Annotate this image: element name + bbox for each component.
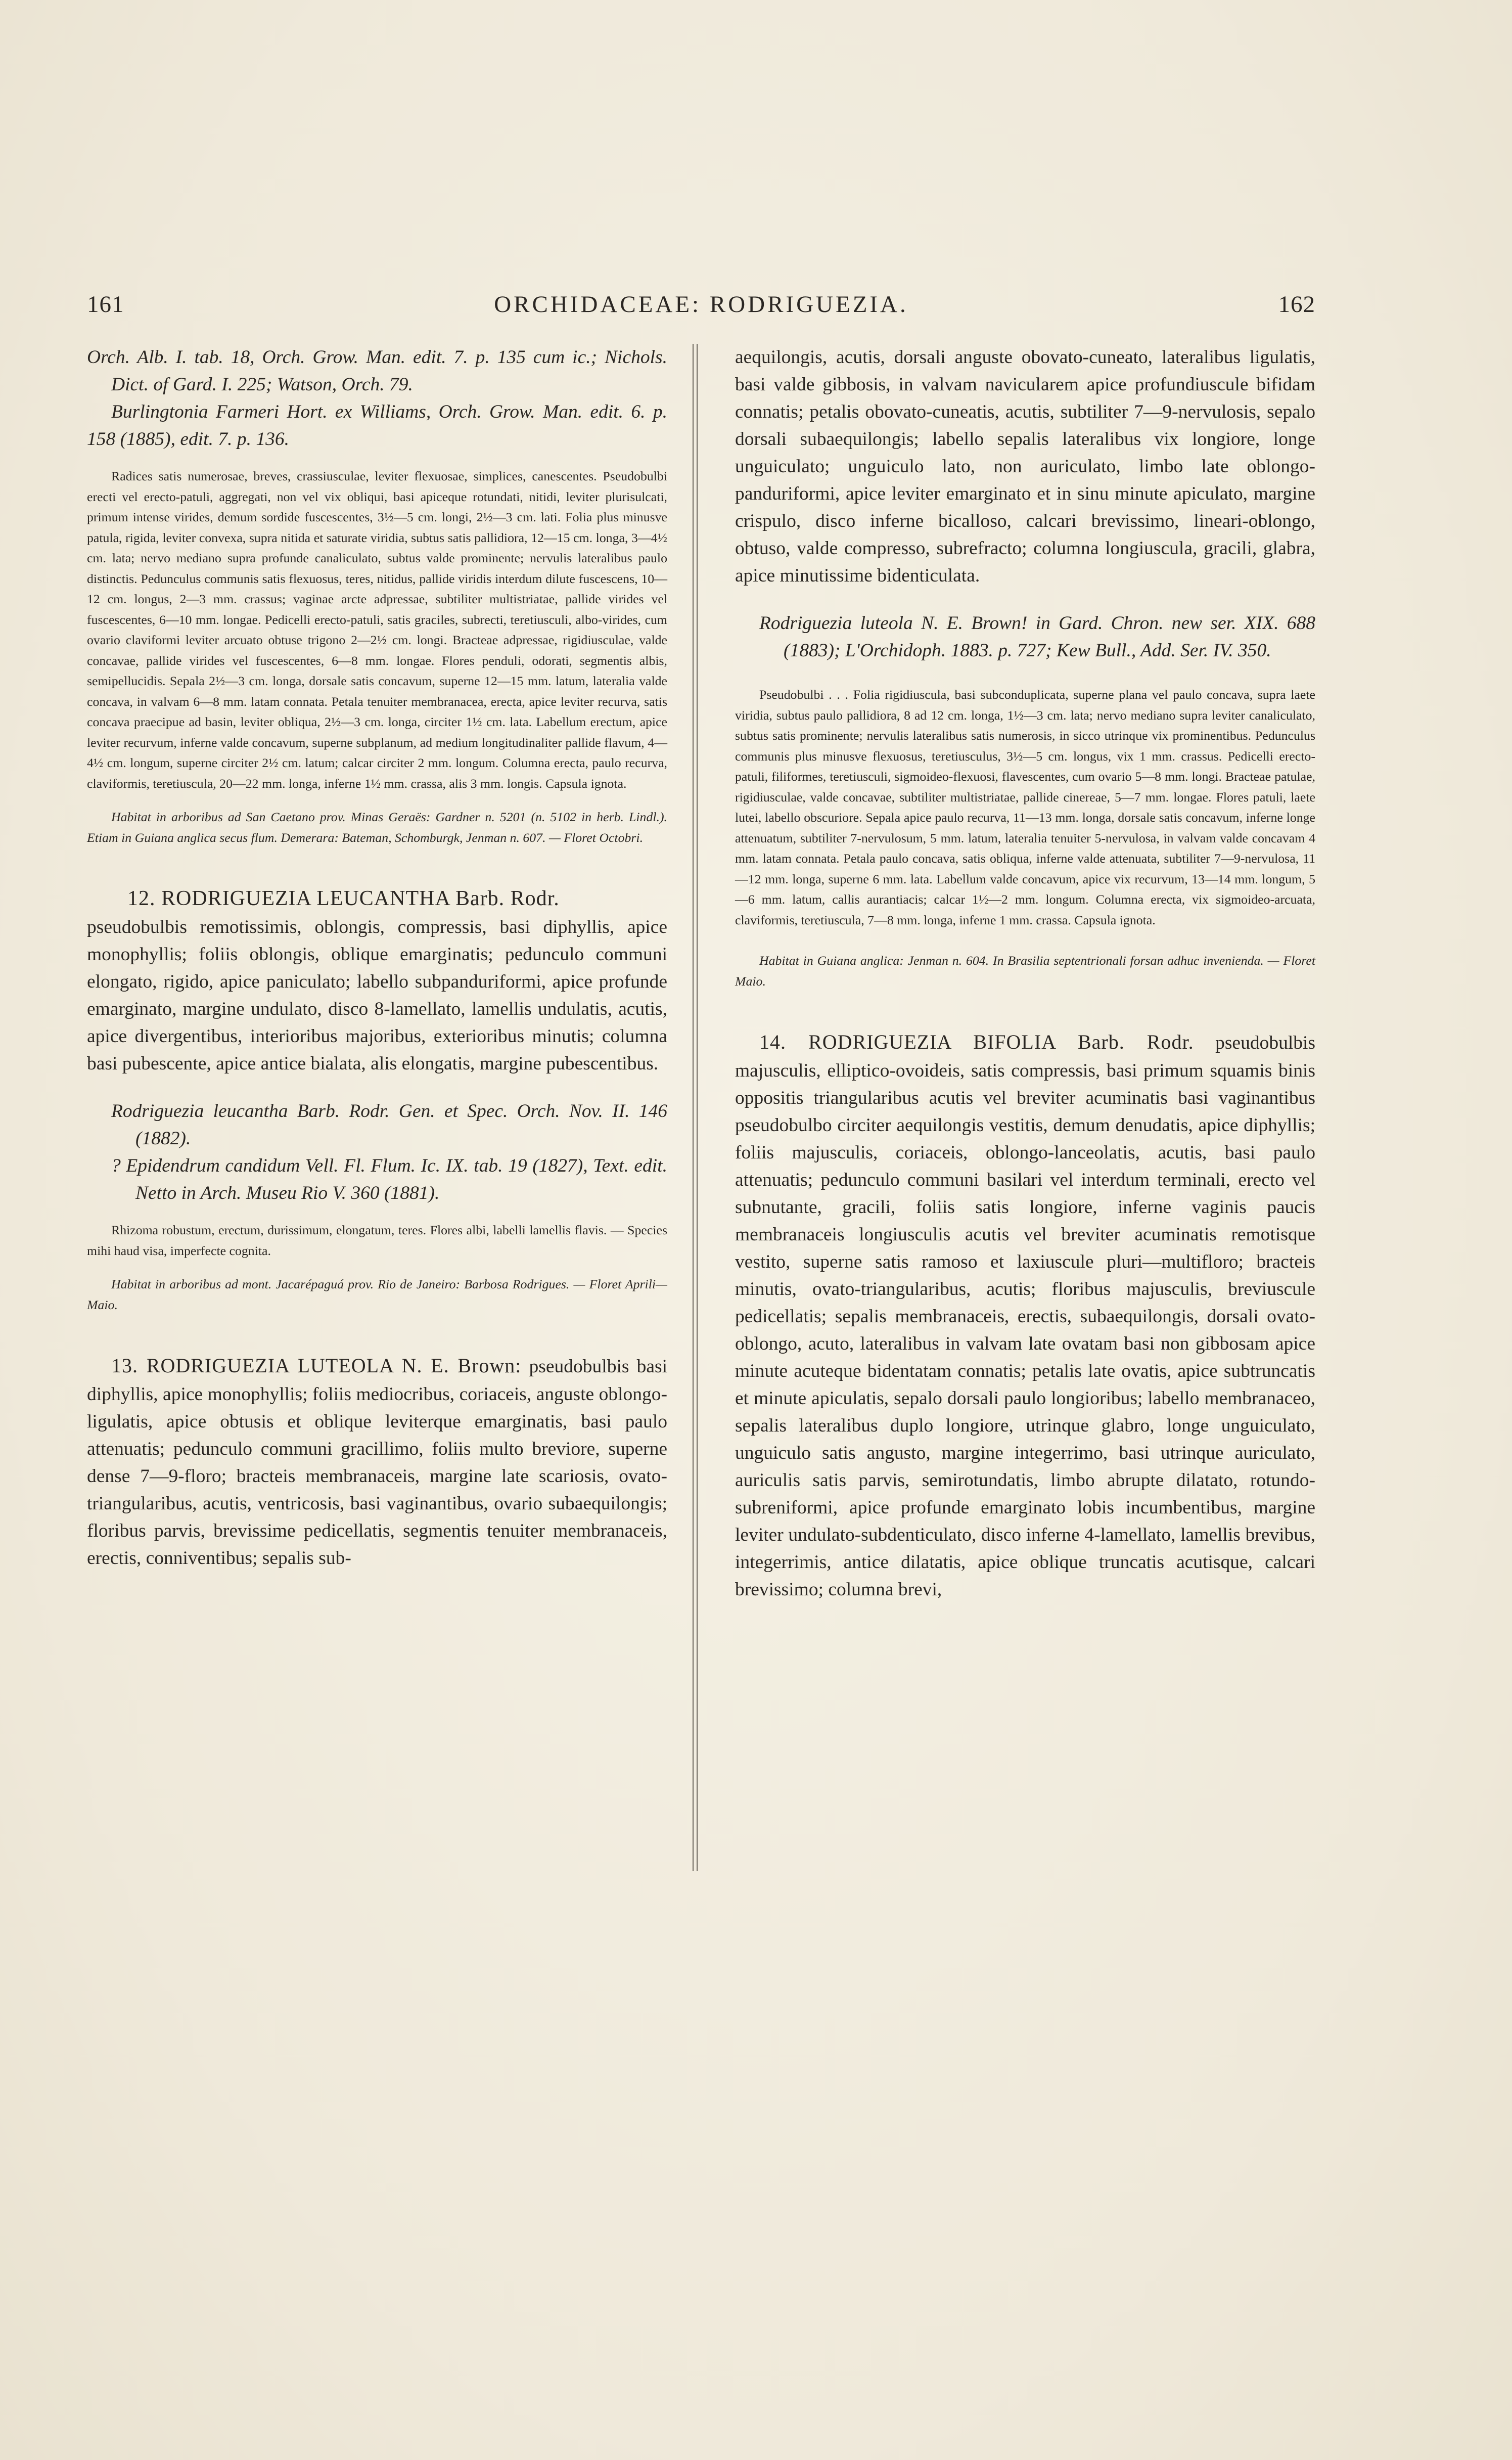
column-rule — [693, 344, 694, 1871]
running-title: ORCHIDACEAE: RODRIGUEZIA. — [494, 291, 908, 318]
page-number-left: 161 — [87, 291, 124, 318]
reference: ? Epidendrum candidum Vell. Fl. Flum. Ic. IX. tab. 19 (1827), Text. edit. Netto in Arch. Museu Rio V. 360 (1881). — [111, 1155, 667, 1203]
species-diagnosis — [735, 1027, 1315, 1603]
species-diagnosis — [87, 1351, 667, 1572]
page-number-right: 162 — [1278, 291, 1315, 318]
habitat-paragraph: Habitat in Guiana anglica: Jenman n. 604. In Brasilia septentrionali forsan adhuc invenienda. — Floret Maio. — [735, 953, 1315, 989]
species-diagnosis: pseudobulbis remotissimis, oblongis, compressis, basi diphyllis, apice monophyllis; foliis oblongis, oblique emarginatis; pedunculo communi elongato, rigido, apice paniculato; labello subpanduriformi, apice profunde emarginato, margine undulato, disco 8-lamellato, lamellis undulatis, acutis, apice divergentibus, interioribus majoribus, exterioribus minutis; columna basi pubescente, apice antice bialata, alis elongatis, margine pubescentibus. — [87, 917, 667, 1074]
description-paragraph: Radices satis numerosae, breves, crassiusculae, leviter flexuosae, simplices, canescentes. Pseudobulbi erecti vel erecto-patuli, aggregati, non vel vix obliqui, basi apiceque rotundati, nitidi, leviter plurisulcati, primum intense virides, demum sordide fuscescentes, 3½—5 cm. longi, 2½—3 cm. lati. Folia plus minusve patula, rigida, leviter convexa, supra nitida et saturate viridia, subtus satis pallidiora, 12—15 cm. longa, 3—4½ cm. lata; nervo mediano supra profunde canaliculato, subtus valde prominente; nervulis lateralibus paulo distinctis. Pedunculus communis satis flexuosus, teres, nitidus, pallide viridis interdum dilute fuscescens, 10—12 cm. longus, 2—3 mm. crassus; vaginae arcte adpressae, subtiliter multistriatae, pallide virides vel fuscescentes, 6—10 mm. longae. Pedicelli erecto-patuli, satis graciles, subrecti, teretiusculi, albo-virides, cum ovario claviformi leviter arcuato obtuse trigono 2—2½ cm. longi. Bracteae adpressae, rigidiusculae, valde concavae, pallide virides vel fuscescentes, 6—8 mm. longae. Flores penduli, odorati, segmentis albis, semipellucidis. Sepala 2½—3 cm. longa, dorsale satis concavum, superne 12—15 mm. latum, lateralia valde concava, in valvam 6—8 mm. latam connata. Petala tenuiter membranacea, erecta, apice leviter recurva, satis concava praecipue ad basin, leviter obliqua, 2½—3 cm. longa, circiter 1½ cm. lata. Labellum erectum, apice leviter recurvum, inferne valde concavum, superne subplanum, ad medium longitudinaliter pallide flavum, 4—4½ cm. longum, superne circiter 2½ cm. latum; calcar circiter 2 mm. longum. Columna erecta, paulo recurva, claviformis, teretiuscula, 20—22 mm. longa, inferne 1½ mm. crassa, alis 3 mm. longis. Capsula ignota. — [87, 469, 667, 791]
reference: Rodriguezia leucantha Barb. Rodr. Gen. et Spec. Orch. Nov. II. 146 (1882). — [111, 1101, 667, 1149]
habitat-paragraph: Habitat in arboribus ad San Caetano prov. Minas Geraës: Gardner n. 5201 (n. 5102 in herb. Lindl.). Etiam in Guiana anglica secus flum. Demerara: Bateman, Schomburgk, Jenman n. 607. — Floret Octobri. — [87, 810, 667, 845]
species-heading: 13. RODRIGUEZIA LUTEOLA N. E. Brown: — [111, 1354, 522, 1377]
species-heading: 14. RODRIGUEZIA BIFOLIA Barb. Rodr. — [759, 1031, 1194, 1053]
species-diagnosis-text: pseudobulbis basi diphyllis, apice monophyllis; foliis mediocribus, coriaceis, anguste oblongo-ligulatis, apice obtusis et oblique leviterque emarginatis, basi paulo attenuatis; pedunculo communi gracillimo, foliis multo breviore, superne dense 7—9-floro; bracteis membranaceis, margine late scariosis, ovato-triangularibus, acutis, ventricosis, basi vaginantibus, ovario subaequilongis; floribus parvis, brevissime pedicellatis, segmentis tenuiter membranaceis, erectis, conniventibus; sepalis sub- — [87, 1356, 668, 1569]
description-paragraph: Rhizoma robustum, erectum, durissimum, elongatum, teres. Flores albi, labelli lamellis flavis. — Species mihi haud visa, imperfecte cognita. — [87, 1223, 667, 1258]
right-column — [735, 344, 1315, 1603]
column-rule-double — [697, 344, 698, 1871]
species-diagnosis-continued: aequilongis, acutis, dorsali anguste obovato-cuneato, lateralibus ligulatis, basi valde gibbosis, in valvam navicularem apice profundiuscule bifidam connatis; petalis obovato-cuneatis, acutis, subtiliter 7—9-nervulosis, sepalo dorsali subaequilongis; labello sepalis lateralibus vix longiore, longe unguiculato; unguiculo lato, non auriculato, limbo late oblongo-panduriformi, apice leviter emarginato et in sinu minute apiculato, margine crispulo, disco inferne bicalloso, calcari brevissimo, lineari-oblongo, obtuso, valde compresso, subrefracto; columna longiuscula, gracili, glabra, apice minutissime bidenticulata. — [735, 347, 1315, 586]
reference: Burlingtonia Farmeri Hort. ex Williams, Orch. Grow. Man. edit. 6. p. 158 (1885), edit. 7. p. 136. — [87, 401, 667, 450]
reference: Orch. Alb. I. tab. 18, Orch. Grow. Man. edit. 7. p. 135 cum ic.; Nichols. Dict. of Gard. I. 225; Watson, Orch. 79. — [87, 347, 667, 395]
left-column — [87, 344, 667, 1572]
species-heading: 12. RODRIGUEZIA LEUCANTHA Barb. Rodr. — [127, 887, 560, 910]
reference: Rodriguezia luteola N. E. Brown! in Gard. Chron. new ser. XIX. 688 (1883); L'Orchidoph. 1883. p. 727; Kew Bull., Add. Ser. IV. 350. — [759, 613, 1315, 661]
running-head — [87, 291, 1315, 326]
species-diagnosis-text: pseudobulbis majusculis, elliptico-ovoideis, satis compressis, basi primum squamis binis oppositis triangularibus acutis vel breviter acuminatis basi vaginantibus pseudobulbo circiter aequilongis vestitis, demum denudatis, apice diphyllis; foliis majusculis, coriaceis, oblongo-lanceolatis, acutis, basi paulo attenuatis; pedunculo communi basilari vel interdum terminali, erecto vel subnutante, gracili, foliis satis longiore, inferne vaginis paucis membranaceis longiusculis acutis vel breviter acuminatis remotisque vestito, superne satis ramoso et laxiuscule pluri—multifloro; bracteis minutis, ovato-triangularibus, acutis; floribus majusculis, breviuscule pedicellatis; sepalis membranaceis, erectis, subaequilongis, dorsali ovato-oblongo, acuto, lateralibus in valvam late ovatam basi non gibbosam apice minute acuteque bidentatam connatis; petalis late ovatis, apice subtruncatis et minute apiculatis, sepalo dorsali paulo longioribus; labello membranaceo, sepalis lateralibus duplo longiore, utrinque glabro, longe unguiculato, unguiculo satis angusto, margine integerrimo, basi utrinque auriculato, auriculis satis parvis, semirotundatis, limbo abrupte dilatato, rotundo-subreniformi, apice profunde emarginato lobis incumbentibus, margine leviter undulato-subdenticulato, disco inferne 4-lamellato, lamellis brevibus, integerrimis, antice dilatatis, apice oblique truncatis acutisque, calcari brevissimo; columna brevi, — [735, 1033, 1316, 1600]
habitat-paragraph: Habitat in arboribus ad mont. Jacarépaguá prov. Rio de Janeiro: Barbosa Rodrigues. — Floret Aprili—Maio. — [87, 1277, 667, 1312]
description-paragraph: Pseudobulbi . . . Folia rigidiuscula, basi subconduplicata, superne plana vel paulo concava, supra laete viridia, subtus paulo pallidiora, 8 ad 12 cm. longa, 1½—3 cm. lata; nervo mediano supra leviter canaliculato, subtus satis prominente; nervulis lateralibus satis numerosis, in sicco utrinque vix prominentibus. Pedunculus communis plus minusve flexuosus, teretiusculus, 3½—5 cm. longus, vix 1 mm. crassus. Pedicelli erecto-patuli, filiformes, teretiusculi, sigmoideo-flexuosi, flavescentes, cum ovario 5—8 mm. longi. Bracteae patulae, rigidiusculae, valde concavae, subtiliter multistriatae, pallide cinereae, 5—7 mm. longae. Flores patuli, laete lutei, labello obscuriore. Sepala apice paulo recurva, 11—13 mm. longa, dorsale satis concavum, inferne longe attenuatum, subtiliter 7-nervulosum, 5 mm. latum, lateralia tenuiter 5-nervulosa, in valvam valde concavam 4 mm. latam connata. Petala paulo concava, satis obliqua, inferne valde attenuata, subtiliter 7—9-nervulosa, 11—12 mm. longa, superne 6 mm. lata. Labellum valde concavum, apice vix recurvum, 13—14 mm. longum, 5—6 mm. latum, callis aurantiacis; calcar 1½—2 mm. longum. Columna erecta, vix sigmoideo-arcuata, claviformis, teretiuscula, 7—8 mm. longa, inferne 1 mm. crassa. Capsula ignota. — [735, 687, 1315, 927]
